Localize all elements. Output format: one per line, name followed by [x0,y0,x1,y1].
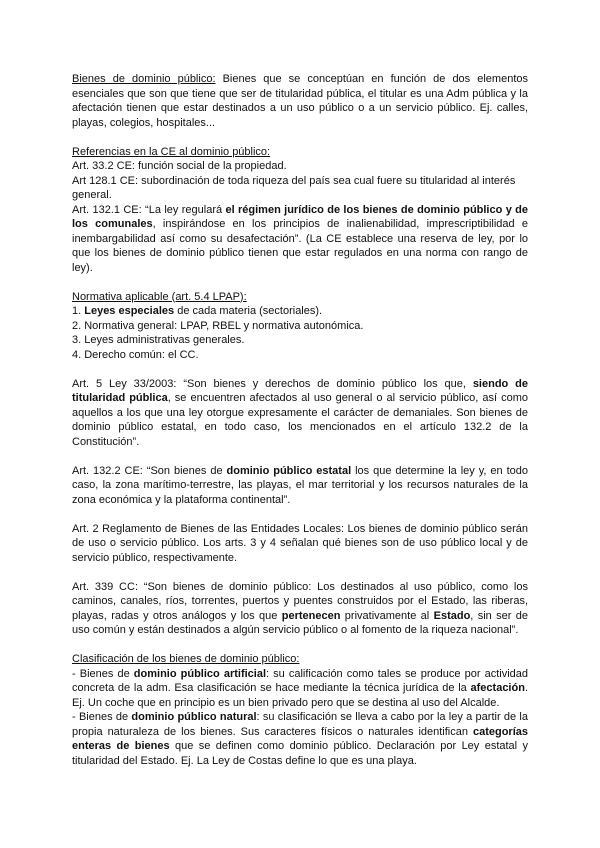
ref-art-128: Art 128.1 CE: subordinación de toda riqueza del país sea cual fuere su titularidad al interés general. [72,174,516,201]
list-item: 4. Derecho común: el CC. [72,348,199,361]
text-run: : su clasificación se lleva a cabo por la ley a partir de la propia naturaleza de los bienes. Sus caracteres físicos o naturales identifican [72,711,528,738]
section-heading-normativa: Normativa aplicable (art. 5.4 LPAP): [72,290,247,303]
text-run: los que determine la ley y, en todo caso, la zona marítimo-terrestre, las playas, el mar territorial y los recursos naturales de la zona económica y la plataforma continental”. [72,464,529,506]
bold-run: categorías enteras de bienes [72,725,528,752]
bold-run: dominio público natural [131,711,257,723]
paragraph-text: Bienes que se conceptúan en función de dos elementos esenciales que son que tiene que ser de titularidad pública, el titular es una Adm pública y la afectación tienen que estar destinados a un uso público o a un servicio público. Ej. calles, playas, colegios, hospitales... [72,73,528,129]
paragraph-art-339-cc [72,580,528,638]
text-run: Art. 132.1 CE: “La ley regulará [72,203,226,216]
text-run: 1. [72,305,85,317]
ref-art-33: Art. 33.2 CE: función social de la propiedad. [72,160,287,172]
text-run: Art. 132.2 CE: “Son bienes de [72,464,227,477]
bold-run: dominio público estatal [226,464,352,477]
text-run: , sin ser de uso común y están destinados a algún servicio público o al fomento de la riqueza nacional”. [72,609,528,636]
section-heading-referencias: Referencias en la CE al dominio público: [72,145,271,158]
bold-run: pertenecen [281,609,341,622]
list-item: 3. Leyes administrativas generales. [72,334,245,346]
section-heading-clasificacion: Clasificación de los bienes de dominio público: [72,653,300,665]
text-run: que se definen como dominio público. Declaración por Ley estatal y titularidad del Estado. Ej. La Ley de Costas define lo que es una playa. [72,740,529,767]
document-page [72,72,528,768]
text-run: Art. 5 Ley 33/2003: “Son bienes y derechos de dominio público los que, [72,377,473,390]
text-run: . Ej. Un coche que en principio es un bien privado pero que se destina al uso del Alcalde. [72,682,528,709]
text-run: privativamente al [340,609,434,622]
bold-run: Leyes especiales [84,305,175,317]
bold-run: Estado [433,609,471,622]
text-run: - Bienes de [72,667,134,680]
paragraph-dominio-artificial [72,667,528,711]
text-run: - Bienes de [72,711,132,723]
text-run: , se encuentren afectados al uso general o al servicio público, así como aquellos a los que una ley otorgue expresamente el carácter de demaniales. Son bienes de dominio público estatal, en todo caso, los mencionados en el artículo 132.2 de la Constitución”. [72,392,528,448]
list-item: 2. Normativa general: LPAP, RBEL y normativa autonómica. [72,319,364,332]
paragraph-art-2-reglamento: Art. 2 Reglamento de Bienes de las Entidades Locales: Los bienes de dominio público serán de uso o servicio público. Los arts. 3 y 4 señalan qué bienes son de uso público local y de servicio público, respectivamente. [72,522,528,564]
paragraph-dominio-natural [72,710,528,768]
text-run: Art. 339 CC: “Son bienes de dominio público: Los destinados al uso público, como los caminos, canales, ríos, torrentes, puertos y puentes construidos por el Estado, las riberas, playas, radas y otros análogos y los que [72,580,528,622]
paragraph-bienes-dominio-publico [72,72,528,130]
paragraph-art-5-ley [72,377,528,450]
bold-run: siendo de titularidad pública [72,377,528,404]
ref-art-132-1 [72,203,528,276]
bold-run: dominio público artificial [133,667,267,680]
text-run: , inspirándose en los principios de inalienabilidad, imprescriptibilidad e inembargabilidad así como su desafectación”. (La CE establece una reserva de ley, por lo que los bienes de dominio público tienen que estar regulados en una norma con rango de ley). [72,218,529,274]
list-item [72,304,528,319]
text-run: de cada materia (sectoriales). [174,305,323,317]
paragraph-art-132-2 [72,464,528,508]
section-heading-bienes: Bienes de dominio público: [72,73,216,85]
bold-run: el régimen jurídico de los bienes de dominio público y de los comunales [72,203,529,230]
text-run: : su calificación como tales se produce por actividad concreta de la adm. Esa clasificación se hace mediante la técnica jurídica de la [72,667,528,694]
bold-run: afectación [470,682,525,694]
